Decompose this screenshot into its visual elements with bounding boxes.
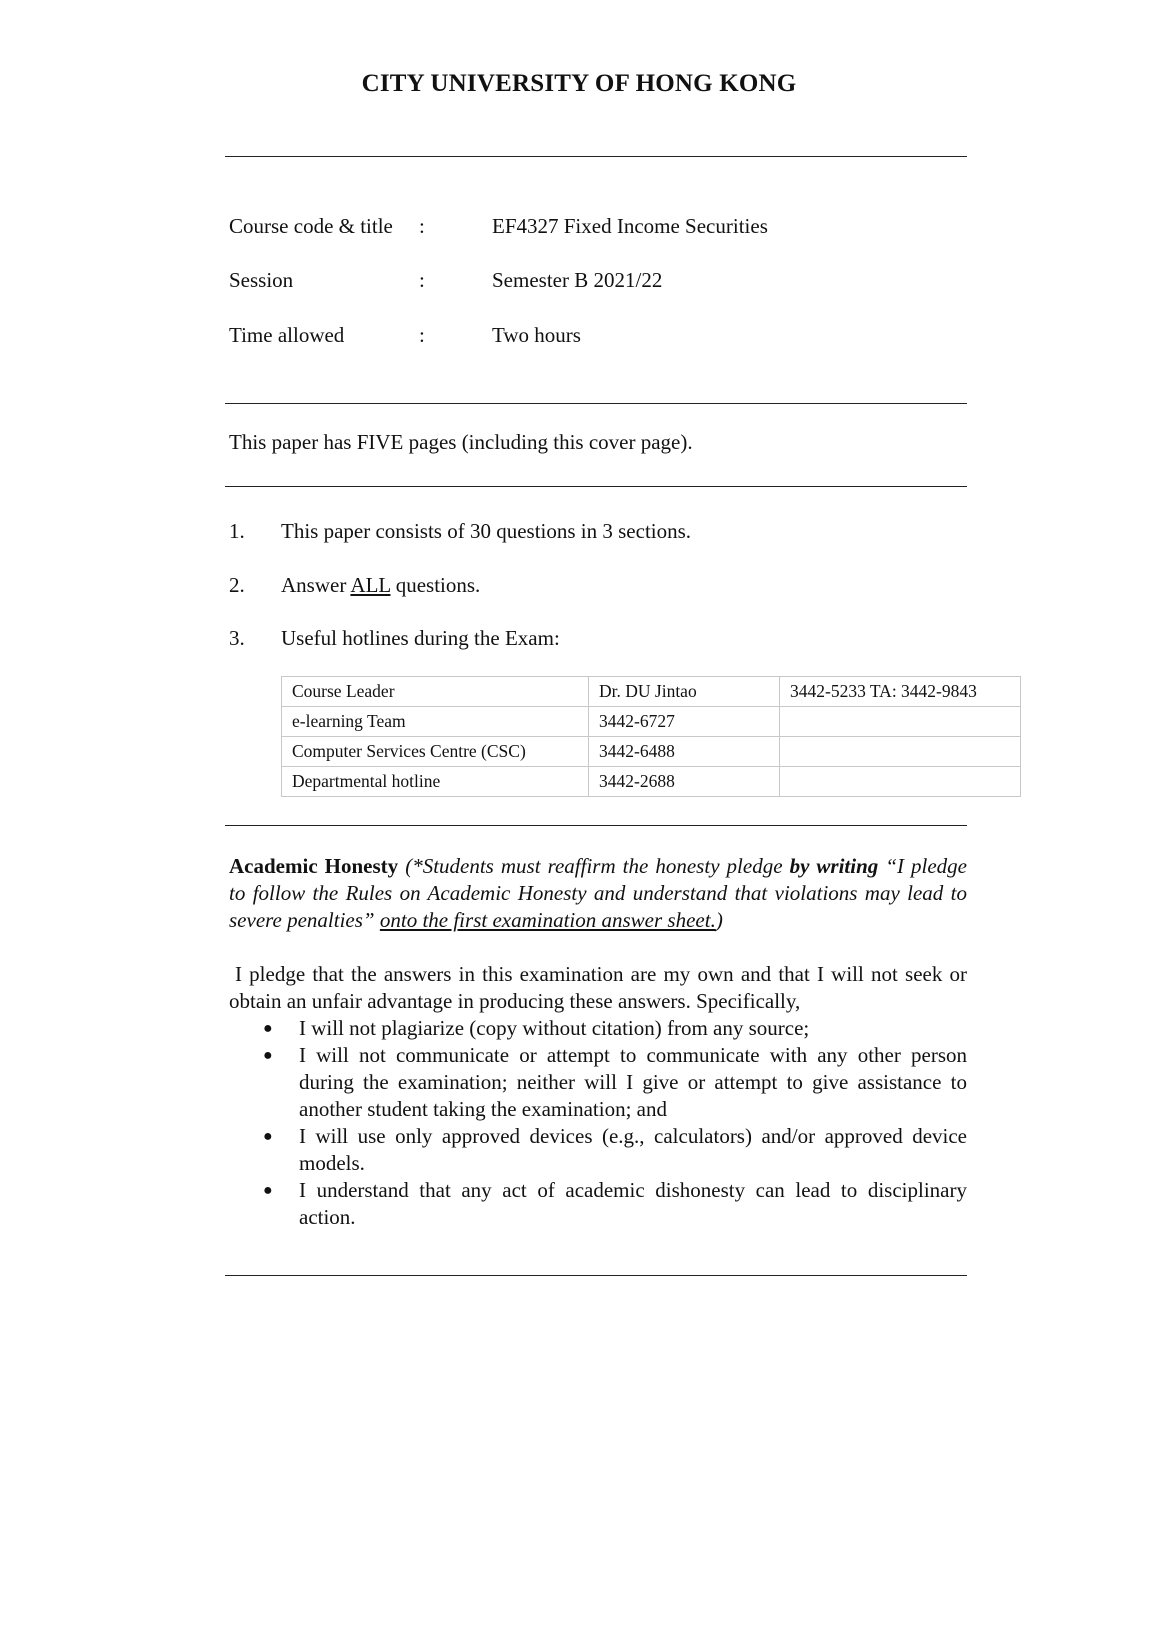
- bullet-icon: ●: [263, 1047, 273, 1064]
- time-allowed-label: Time allowed: [229, 323, 345, 347]
- bullet-icon: ●: [263, 1020, 273, 1037]
- table-row: [282, 767, 1021, 797]
- table-row: [282, 677, 1021, 707]
- pledge-section: [229, 961, 967, 1231]
- bullet-icon: ●: [263, 1182, 273, 1199]
- list-item: [263, 1042, 967, 1123]
- list-item: [263, 1177, 967, 1231]
- divider: [225, 156, 967, 157]
- hotline-number: 3442-6488: [589, 737, 780, 767]
- time-allowed-colon: :: [419, 323, 425, 347]
- divider: [225, 403, 967, 404]
- hotline-name: Course Leader: [282, 677, 589, 707]
- hotline-extra: [780, 707, 1021, 737]
- instruction-text: Useful hotlines during the Exam:: [281, 626, 560, 650]
- hotline-name: Computer Services Centre (CSC): [282, 737, 589, 767]
- pledge-item-text: I understand that any act of academic dishonesty can lead to disciplinary action.: [299, 1178, 967, 1229]
- pledge-item-text: I will use only approved devices (e.g., calculators) and/or approved device models.: [299, 1124, 967, 1175]
- list-item: [263, 1123, 967, 1177]
- instruction-number: 1.: [229, 519, 245, 543]
- hotline-name: e-learning Team: [282, 707, 589, 737]
- instruction-text-before: Answer: [281, 573, 351, 597]
- pledge-item-text: I will not plagiarize (copy without citation) from any source;: [299, 1016, 810, 1040]
- academic-honesty-underlined: onto the first examination answer sheet.: [379, 908, 716, 932]
- academic-honesty-paragraph: [229, 853, 967, 934]
- academic-honesty-heading: Academic Honesty: [229, 854, 399, 878]
- hotline-extra: [780, 767, 1021, 797]
- pledge-intro: I pledge that the answers in this examination are my own and that I will not seek or obtain an unfair advantage in producing these answers. Specifically,: [229, 962, 967, 1013]
- hotline-number: 3442-6727: [589, 707, 780, 737]
- list-item: [263, 1015, 967, 1042]
- academic-honesty-emphasis: by writing: [789, 854, 879, 878]
- hotline-name: Departmental hotline: [282, 767, 589, 797]
- academic-honesty-close: ): [715, 908, 723, 932]
- divider: [225, 825, 967, 826]
- academic-honesty-quote: “I pledge to follow the Rules on Academic Honesty and understand that violations may lead to severe penalties”: [229, 854, 967, 932]
- table-row: [282, 707, 1021, 737]
- course-code-label: Course code & title: [229, 214, 393, 238]
- instruction-number: 3.: [229, 626, 245, 650]
- course-code-colon: :: [419, 214, 425, 238]
- university-title: CITY UNIVERSITY OF HONG KONG: [361, 70, 797, 97]
- hotline-extra: 3442-5233 TA: 3442-9843: [780, 677, 1021, 707]
- instruction-text: This paper consists of 30 questions in 3 sections.: [281, 519, 692, 543]
- session-colon: :: [419, 268, 425, 292]
- hotline-extra: [780, 737, 1021, 767]
- session-label: Session: [229, 268, 294, 292]
- hotlines-table: [281, 676, 1021, 797]
- hotline-number: Dr. DU Jintao: [589, 677, 780, 707]
- instruction-emphasis-all: ALL: [350, 573, 391, 597]
- divider: [225, 486, 967, 487]
- time-allowed-value: Two hours: [492, 323, 581, 347]
- pledge-list: [229, 1015, 967, 1231]
- session-value: Semester B 2021/22: [492, 268, 663, 292]
- pledge-item-text: I will not communicate or attempt to communicate with any other person during the examination; neither will I give or attempt to give assistance to another student taking the examination; and: [299, 1043, 967, 1121]
- hotline-number: 3442-2688: [589, 767, 780, 797]
- bullet-icon: ●: [263, 1128, 273, 1145]
- course-code-value: EF4327 Fixed Income Securities: [492, 214, 768, 238]
- instruction-text: [281, 573, 480, 598]
- instruction-text-after: questions.: [390, 573, 481, 597]
- divider: [225, 1275, 967, 1276]
- pages-note: This paper has FIVE pages (including this cover page).: [229, 430, 693, 454]
- table-row: [282, 737, 1021, 767]
- instruction-number: 2.: [229, 573, 245, 597]
- academic-honesty-text: (*Students must reaffirm the honesty pledge: [398, 854, 790, 878]
